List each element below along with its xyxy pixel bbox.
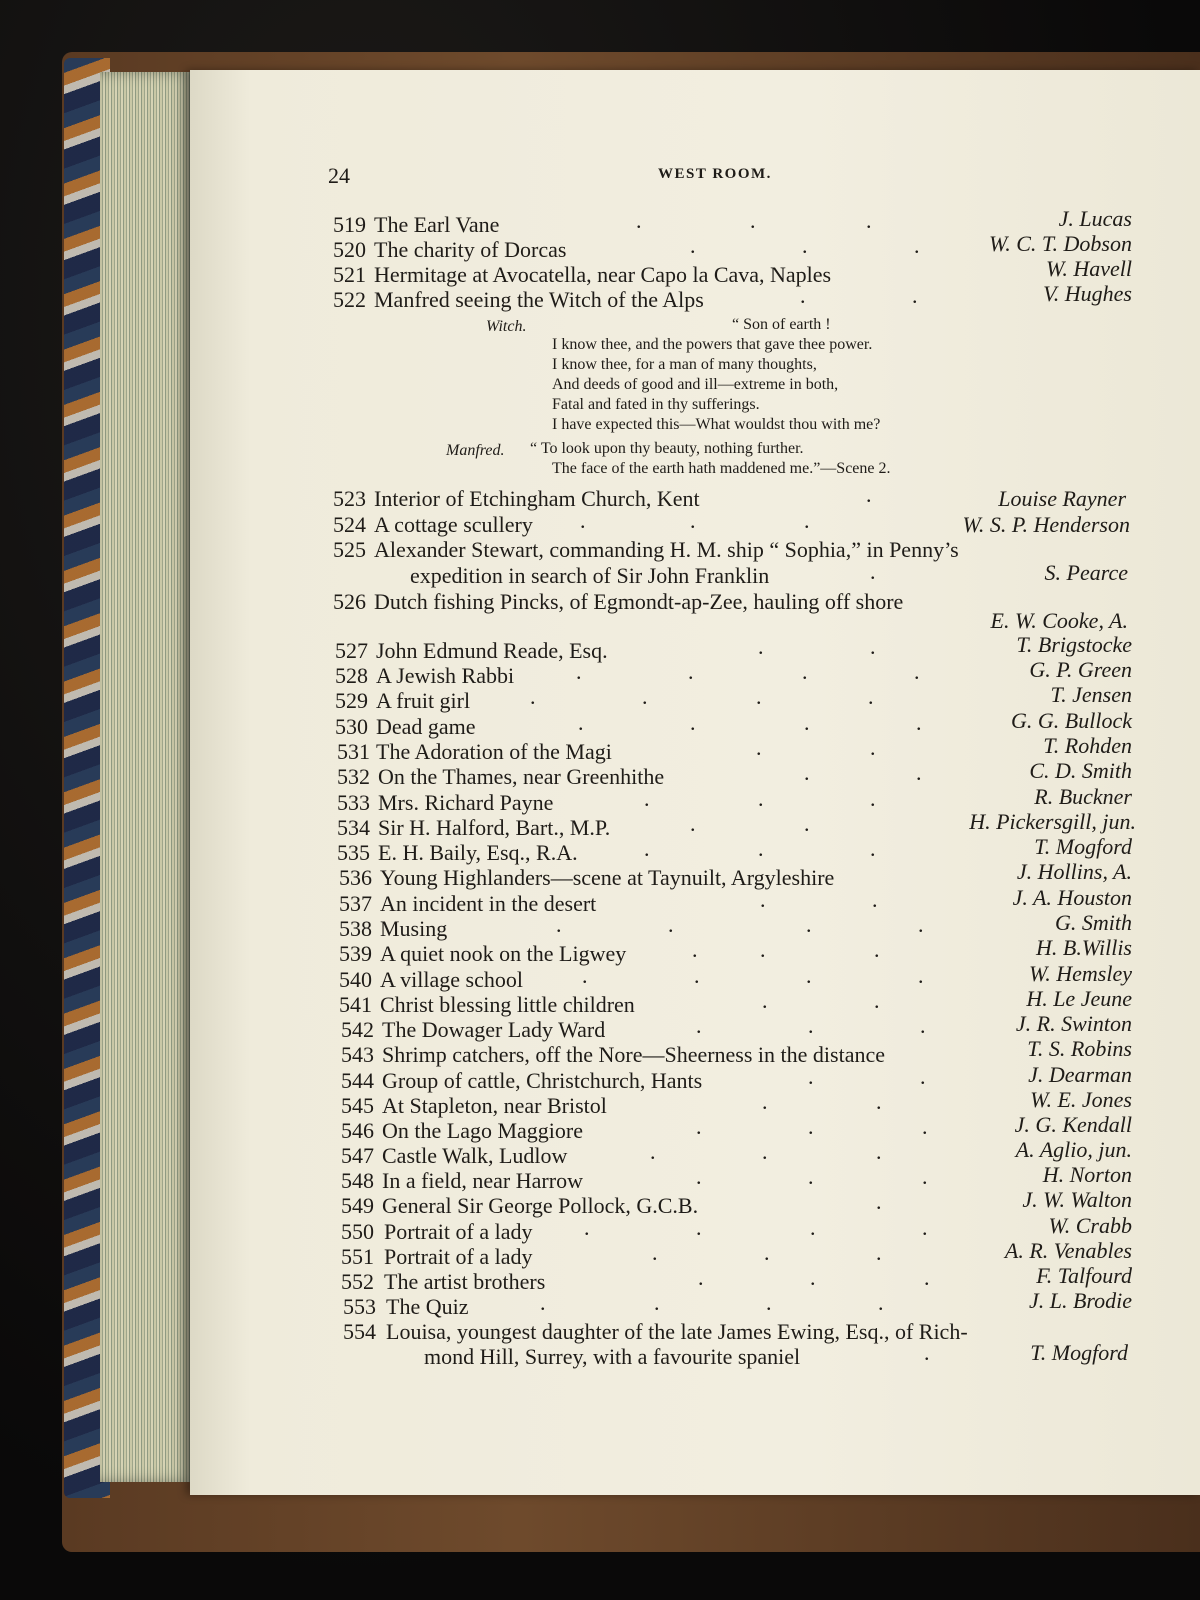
entry-artist: W. Crabb [1048, 1213, 1132, 1238]
entry-number: 519 [333, 212, 366, 237]
entry-title: Manfred seeing the Witch of the Alps [374, 287, 704, 312]
leader-dot: . [866, 208, 872, 233]
catalogue-entry [0, 708, 1200, 740]
leader-dot: . [924, 1340, 930, 1365]
leader-dot: . [870, 634, 876, 659]
leader-dot: . [760, 887, 766, 912]
quote-line: And deeds of good and ill—extreme in both, [552, 376, 839, 393]
entry-number: 545 [341, 1093, 374, 1118]
entry-title: Young Highlanders—scene at Taynuilt, Argyleshire [380, 865, 835, 890]
leader-dot: . [876, 1139, 882, 1164]
entry-artist: J. Hollins, A. [1016, 859, 1132, 884]
entry-title: The Dowager Lady Ward [382, 1017, 606, 1042]
entry-number: 521 [333, 262, 366, 287]
entry-title: A fruit girl [376, 688, 471, 713]
leader-dot: . [530, 684, 536, 709]
leader-dot: . [804, 760, 810, 785]
catalogue-entry [0, 885, 1200, 917]
entry-artist: T. Rohden [1043, 733, 1132, 758]
entry-number: 536 [339, 865, 372, 890]
entry-number: 546 [341, 1118, 374, 1143]
entry-artist: W. C. T. Dobson [988, 231, 1132, 256]
quote-line: I know thee, and the powers that gave thee power. [552, 336, 873, 353]
leader-dot: . [920, 1013, 926, 1038]
catalogue-entry [0, 486, 1200, 512]
entry-artist: J. W. Walton [1022, 1187, 1132, 1212]
leader-dot: . [810, 1265, 816, 1290]
leader-dot: . [916, 710, 922, 735]
catalogue-entry [0, 231, 1200, 263]
quote-line: I know thee, for a man of many thoughts, [552, 356, 817, 373]
entry-title: On the Lago Maggiore [382, 1118, 583, 1143]
leader-dot: . [756, 684, 762, 709]
entry-artist: E. W. Cooke, A. [990, 608, 1128, 633]
entry-artist: H. Pickersgill, jun. [969, 809, 1136, 834]
entry-number: 524 [333, 512, 366, 537]
entry-artist: W. E. Jones [1030, 1087, 1132, 1112]
entry-number: 544 [341, 1068, 374, 1093]
entry-artist: W. S. P. Henderson [962, 512, 1130, 537]
leader-dot: . [652, 1240, 658, 1265]
leader-dot: . [922, 1164, 928, 1189]
entry-artist: J. G. Kendall [1014, 1112, 1132, 1137]
catalogue-entry [0, 1062, 1200, 1094]
entry-title: Castle Walk, Ludlow [382, 1143, 568, 1168]
catalogue-entry [0, 733, 1200, 765]
leader-dot: . [876, 1240, 882, 1265]
entry-artist: V. Hughes [1043, 281, 1132, 306]
leader-dot: . [756, 735, 762, 760]
entry-number: 554 [343, 1319, 376, 1344]
catalogue-entry [0, 537, 1200, 563]
entry-artist: J. Dearman [1028, 1062, 1132, 1087]
leader-dot: . [914, 233, 920, 258]
entry-number: 547 [341, 1143, 374, 1168]
entry-artist: C. D. Smith [1029, 758, 1132, 783]
catalogue-entry [0, 1036, 1200, 1068]
leader-dot: . [766, 1290, 772, 1315]
entry-artist: J. A. Houston [1012, 885, 1132, 910]
leader-dot: . [874, 988, 880, 1013]
leader-dot: . [540, 1290, 546, 1315]
entry-title: The Quiz [386, 1294, 469, 1319]
leader-dot: . [762, 988, 768, 1013]
entry-artist: G. Smith [1055, 910, 1132, 935]
entry-title: In a field, near Harrow [382, 1168, 583, 1193]
leader-dot: . [584, 1215, 590, 1240]
entry-artist: W. Havell [1046, 256, 1132, 281]
entry-number: 522 [333, 287, 366, 312]
entry-number: 540 [339, 967, 372, 992]
leader-dot: . [690, 710, 696, 735]
entry-number: 531 [337, 739, 370, 764]
catalogue-entry [0, 1137, 1200, 1169]
leader-dot: . [802, 659, 808, 684]
entry-artist: J. Lucas [1058, 206, 1132, 231]
leader-dot: . [876, 1089, 882, 1114]
leader-dot: . [914, 659, 920, 684]
catalogue-entry [0, 657, 1200, 689]
leader-dot: . [870, 836, 876, 861]
leader-dot: . [764, 1240, 770, 1265]
leader-dot: . [750, 208, 756, 233]
entry-number: 552 [341, 1269, 374, 1294]
entry-artist: H. B.Willis [1036, 935, 1132, 960]
catalogue-entry [0, 961, 1200, 993]
catalogue-entry [0, 512, 1200, 538]
leader-dot: . [874, 937, 880, 962]
leader-dot: . [918, 963, 924, 988]
catalogue-entry [0, 1288, 1200, 1320]
leader-dot: . [654, 1290, 660, 1315]
entry-title: An incident in the desert [380, 891, 597, 916]
entry-number: 549 [341, 1193, 374, 1218]
entry-artist: G. P. Green [1029, 657, 1132, 682]
entry-number: 523 [333, 486, 366, 511]
entry-title: Louisa, youngest daughter of the late James Ewing, Esq., of Rich- [386, 1319, 968, 1344]
entry-number: 539 [339, 941, 372, 966]
leader-dot: . [922, 1215, 928, 1240]
leader-dot: . [804, 710, 810, 735]
leader-dot: . [868, 684, 874, 709]
catalogue-entry [0, 1238, 1200, 1270]
running-head: WEST ROOM. [658, 166, 772, 182]
leader-dot: . [866, 482, 872, 507]
quote-line: “ To look upon thy beauty, nothing further. [530, 440, 804, 457]
entry-artist: W. Hemsley [1028, 961, 1132, 986]
quote-line: “ Son of earth ! [732, 316, 831, 333]
entry-number: 532 [337, 764, 370, 789]
catalogue-entry [0, 1319, 1200, 1345]
entry-number: 533 [337, 790, 370, 815]
leader-dot: . [760, 937, 766, 962]
entry-title: A village school [380, 967, 523, 992]
entry-number: 537 [339, 891, 372, 916]
quote-speaker: Manfred. [446, 442, 505, 459]
catalogue-entry [0, 632, 1200, 664]
quote-line: I have expected this—What wouldst thou with me? [552, 416, 881, 433]
entry-artist: A. Aglio, jun. [1015, 1137, 1132, 1162]
leader-dot: . [870, 559, 876, 584]
leader-dot: . [800, 283, 806, 308]
leader-dot: . [918, 912, 924, 937]
entry-title: The charity of Dorcas [374, 237, 567, 262]
entry-artist: H. Le Jeune [1026, 986, 1132, 1011]
leader-dot: . [920, 1064, 926, 1089]
entry-number: 548 [341, 1168, 374, 1193]
leader-dot: . [580, 508, 586, 533]
leader-dot: . [696, 1013, 702, 1038]
leader-dot: . [806, 963, 812, 988]
entry-number: 527 [335, 638, 368, 663]
quote-line: Fatal and fated in thy sufferings. [552, 396, 760, 413]
entry-artist: T. Jensen [1050, 682, 1132, 707]
catalogue-entry [0, 935, 1200, 967]
quote-speaker: Witch. [486, 318, 527, 335]
entry-title: John Edmund Reade, Esq. [376, 638, 608, 663]
leader-dot: . [808, 1164, 814, 1189]
leader-dot: . [916, 760, 922, 785]
entry-artist: S. Pearce [1044, 560, 1128, 585]
leader-dot: . [688, 659, 694, 684]
leader-dot: . [758, 634, 764, 659]
entry-artist: T. Mogford [1030, 1340, 1128, 1365]
entry-title: Portrait of a lady [384, 1244, 533, 1269]
leader-dot: . [758, 786, 764, 811]
entry-title: Group of cattle, Christchurch, Hants [382, 1068, 703, 1093]
entry-number: 538 [339, 916, 372, 941]
entry-artist: A. R. Venables [1004, 1238, 1132, 1263]
leader-dot: . [690, 811, 696, 836]
entry-number: 551 [341, 1244, 374, 1269]
leader-dot: . [692, 937, 698, 962]
leader-dot: . [578, 710, 584, 735]
leader-dot: . [644, 786, 650, 811]
catalogue-entry [0, 256, 1200, 288]
leader-dot: . [808, 1114, 814, 1139]
leader-dot: . [690, 508, 696, 533]
entry-title: A cottage scullery [374, 512, 533, 537]
leader-dot: . [650, 1139, 656, 1164]
entry-artist: T. Mogford [1034, 834, 1132, 859]
leader-dot: . [924, 1265, 930, 1290]
leader-dot: . [556, 912, 562, 937]
entry-title: Dead game [376, 714, 476, 739]
leader-dot: . [872, 887, 878, 912]
entry-number: 550 [341, 1219, 374, 1244]
leader-dot: . [870, 786, 876, 811]
entry-title: The artist brothers [384, 1269, 546, 1294]
entry-title: The Adoration of the Magi [376, 739, 612, 764]
entry-number: 529 [335, 688, 368, 713]
entry-number: 525 [333, 537, 366, 562]
entry-artist: Louise Rayner [998, 486, 1126, 511]
entry-artist: H. Norton [1042, 1162, 1132, 1187]
entry-title: At Stapleton, near Bristol [382, 1093, 607, 1118]
leader-dot: . [636, 208, 642, 233]
entry-title: The Earl Vane [374, 212, 500, 237]
entry-title: Sir H. Halford, Bart., M.P. [378, 815, 611, 840]
entry-title: Mrs. Richard Payne [378, 790, 554, 815]
entry-title: General Sir George Pollock, G.C.B. [382, 1193, 699, 1218]
entry-title: Christ blessing little children [380, 992, 635, 1017]
leader-dot: . [690, 233, 696, 258]
catalogue-entry [0, 1162, 1200, 1194]
entry-number: 526 [333, 589, 366, 614]
leader-dot: . [870, 735, 876, 760]
catalogue-entry [0, 809, 1200, 841]
entry-number: 541 [339, 992, 372, 1017]
leader-dot: . [804, 811, 810, 836]
leader-dot: . [694, 963, 700, 988]
entry-title: Dutch fishing Pincks, of Egmondt-ap-Zee, hauling off shore [374, 589, 904, 614]
leader-dot: . [802, 233, 808, 258]
leader-dot: . [642, 684, 648, 709]
entry-number: 543 [341, 1042, 374, 1067]
catalogue-entry [0, 281, 1200, 313]
entry-title: Portrait of a lady [384, 1219, 533, 1244]
leader-dot: . [668, 912, 674, 937]
entry-title: E. H. Baily, Esq., R.A. [378, 840, 578, 865]
catalogue-entry [0, 1011, 1200, 1043]
entry-title: A Jewish Rabbi [376, 663, 515, 688]
entry-title: A quiet nook on the Ligwey [380, 941, 627, 966]
entry-number: 520 [333, 237, 366, 262]
entry-title: Interior of Etchingham Church, Kent [374, 486, 700, 511]
page-number: 24 [328, 163, 350, 188]
leader-dot: . [582, 963, 588, 988]
entry-title: Alexander Stewart, commanding H. M. ship “ Sophia,” in Penny’s [374, 537, 959, 562]
leader-dot: . [922, 1114, 928, 1139]
leader-dot: . [762, 1089, 768, 1114]
entry-artist: J. L. Brodie [1028, 1288, 1132, 1313]
leader-dot: . [806, 912, 812, 937]
entry-artist: T. S. Robins [1027, 1036, 1132, 1061]
entry-title-continuation: expedition in search of Sir John Franklin [410, 563, 770, 588]
catalogue-entry [0, 910, 1200, 942]
leader-dot: . [808, 1064, 814, 1089]
leader-dot: . [644, 836, 650, 861]
leader-dot: . [696, 1164, 702, 1189]
leader-dot: . [762, 1139, 768, 1164]
leader-dot: . [758, 836, 764, 861]
entry-artist: G. G. Bullock [1011, 708, 1132, 733]
entry-number: 528 [335, 663, 368, 688]
leader-dot: . [912, 283, 918, 308]
leader-dot: . [696, 1215, 702, 1240]
entry-number: 530 [335, 714, 368, 739]
entry-number: 534 [337, 815, 370, 840]
entry-number: 553 [343, 1294, 376, 1319]
catalogue-entry [0, 1187, 1200, 1219]
entry-artist: T. Brigstocke [1016, 632, 1132, 657]
entry-title-continuation: mond Hill, Surrey, with a favourite spaniel [424, 1344, 801, 1369]
leader-dot: . [698, 1265, 704, 1290]
entry-number: 542 [341, 1017, 374, 1042]
entry-artist: J. R. Swinton [1015, 1011, 1132, 1036]
leader-dot: . [876, 1189, 882, 1214]
entry-artist: R. Buckner [1034, 784, 1132, 809]
entry-title: Musing [380, 916, 448, 941]
catalogue-entry [0, 758, 1200, 790]
entry-title: On the Thames, near Greenhithe [378, 764, 665, 789]
leader-dot: . [878, 1290, 884, 1315]
entry-title: Hermitage at Avocatella, near Capo la Cava, Naples [374, 262, 832, 287]
leader-dot: . [810, 1215, 816, 1240]
entry-number: 535 [337, 840, 370, 865]
entry-artist: F. Talfourd [1036, 1263, 1132, 1288]
leader-dot: . [576, 659, 582, 684]
leader-dot: . [696, 1114, 702, 1139]
quote-line: The face of the earth hath maddened me.”—Scene 2. [552, 460, 891, 477]
leader-dot: . [808, 1013, 814, 1038]
catalogue-entry [0, 1263, 1200, 1295]
leader-dot: . [804, 508, 810, 533]
entry-title: Shrimp catchers, off the Nore—Sheerness in the distance [382, 1042, 886, 1067]
